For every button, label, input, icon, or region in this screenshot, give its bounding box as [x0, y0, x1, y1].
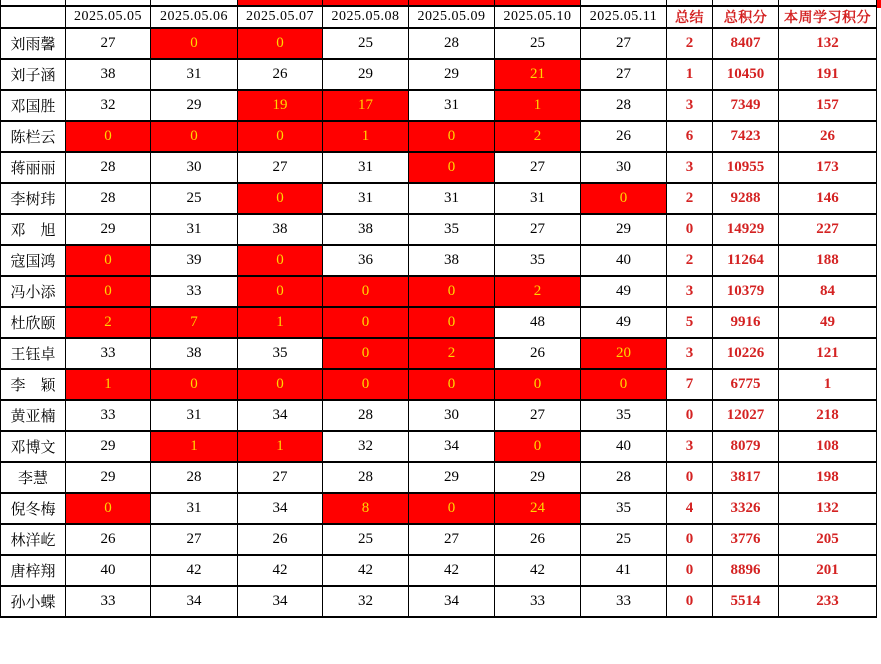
day-score-cell: 25 [323, 524, 409, 555]
day-score-cell: 19 [238, 90, 323, 121]
day-score-cell: 33 [581, 586, 667, 617]
day-score-cell: 27 [581, 59, 667, 90]
day-score-cell: 1 [495, 90, 581, 121]
day-score-cell: 0 [238, 245, 323, 276]
day-score-cell: 0 [323, 369, 409, 400]
summary-count-cell: 0 [667, 586, 713, 617]
day-score-cell: 33 [151, 276, 238, 307]
day-score-cell: 27 [409, 524, 495, 555]
day-score-cell: 29 [66, 214, 151, 245]
day-score-cell: 25 [581, 524, 667, 555]
student-name-cell: 唐梓翔 [1, 555, 66, 586]
day-score-cell: 0 [66, 121, 151, 152]
total-points-cell: 9288 [713, 183, 779, 214]
student-name-cell: 冯小添 [1, 276, 66, 307]
day-score-cell: 27 [66, 28, 151, 59]
day-score-cell: 27 [238, 462, 323, 493]
day-score-cell: 29 [495, 462, 581, 493]
day-score-cell: 31 [151, 214, 238, 245]
day-score-cell: 29 [409, 59, 495, 90]
day-score-cell: 24 [495, 493, 581, 524]
student-name-cell: 李 颖 [1, 369, 66, 400]
day-score-cell: 25 [495, 28, 581, 59]
day-score-cell: 28 [323, 400, 409, 431]
week-points-cell: 132 [779, 28, 877, 59]
day-score-cell: 0 [323, 307, 409, 338]
day-score-cell: 31 [323, 152, 409, 183]
day-score-cell: 34 [238, 586, 323, 617]
summary-count-cell: 3 [667, 338, 713, 369]
day-score-cell: 48 [495, 307, 581, 338]
student-name-cell: 李慧 [1, 462, 66, 493]
day-score-cell: 42 [495, 555, 581, 586]
day-score-cell: 0 [151, 28, 238, 59]
day-score-cell: 33 [66, 586, 151, 617]
table-row [1, 121, 877, 152]
table-row [1, 431, 877, 462]
day-score-cell: 33 [66, 400, 151, 431]
day-score-cell: 0 [151, 121, 238, 152]
day-score-cell: 26 [238, 524, 323, 555]
date-header-cell: 2025.05.10 [495, 6, 581, 28]
table-row [1, 338, 877, 369]
table-row [1, 555, 877, 586]
day-score-cell: 0 [238, 276, 323, 307]
student-name-cell: 邓 旭 [1, 214, 66, 245]
day-score-cell: 7 [151, 307, 238, 338]
day-score-cell: 42 [409, 555, 495, 586]
day-score-cell: 49 [581, 276, 667, 307]
day-score-cell: 42 [151, 555, 238, 586]
week-points-cell: 26 [779, 121, 877, 152]
cutoff-red-cell-fragment [877, 0, 881, 8]
total-points-cell: 10379 [713, 276, 779, 307]
student-name-cell: 刘雨馨 [1, 28, 66, 59]
day-score-cell: 34 [409, 431, 495, 462]
day-score-cell: 2 [495, 276, 581, 307]
total-points-cell: 12027 [713, 400, 779, 431]
header-row [1, 6, 877, 28]
summary-header-cell: 总积分 [713, 6, 779, 28]
day-score-cell: 38 [151, 338, 238, 369]
student-name-cell: 邓博文 [1, 431, 66, 462]
day-score-cell: 27 [495, 214, 581, 245]
day-score-cell: 0 [66, 245, 151, 276]
student-name-cell: 陈栏云 [1, 121, 66, 152]
day-score-cell: 17 [323, 90, 409, 121]
day-score-cell: 29 [581, 214, 667, 245]
day-score-cell: 31 [323, 183, 409, 214]
day-score-cell: 29 [66, 431, 151, 462]
day-score-cell: 35 [581, 493, 667, 524]
day-score-cell: 29 [409, 462, 495, 493]
week-points-cell: 146 [779, 183, 877, 214]
day-score-cell: 26 [495, 338, 581, 369]
summary-count-cell: 2 [667, 28, 713, 59]
day-score-cell: 27 [238, 152, 323, 183]
summary-count-cell: 0 [667, 400, 713, 431]
day-score-cell: 38 [323, 214, 409, 245]
day-score-cell: 34 [409, 586, 495, 617]
total-points-cell: 10955 [713, 152, 779, 183]
day-score-cell: 31 [151, 59, 238, 90]
total-points-cell: 3817 [713, 462, 779, 493]
day-score-cell: 0 [409, 152, 495, 183]
day-score-cell: 38 [238, 214, 323, 245]
day-score-cell: 0 [151, 369, 238, 400]
day-score-cell: 27 [581, 28, 667, 59]
week-points-cell: 227 [779, 214, 877, 245]
student-name-cell: 林洋屹 [1, 524, 66, 555]
day-score-cell: 42 [238, 555, 323, 586]
day-score-cell: 36 [323, 245, 409, 276]
day-score-cell: 0 [238, 28, 323, 59]
total-points-cell: 6775 [713, 369, 779, 400]
summary-count-cell: 0 [667, 462, 713, 493]
day-score-cell: 2 [409, 338, 495, 369]
day-score-cell: 1 [66, 369, 151, 400]
day-score-cell: 35 [495, 245, 581, 276]
corner-cell [1, 6, 66, 28]
day-score-cell: 31 [151, 493, 238, 524]
day-score-cell: 32 [66, 90, 151, 121]
day-score-cell: 0 [66, 276, 151, 307]
day-score-cell: 42 [323, 555, 409, 586]
summary-count-cell: 7 [667, 369, 713, 400]
day-score-cell: 25 [151, 183, 238, 214]
table-row [1, 276, 877, 307]
day-score-cell: 1 [238, 431, 323, 462]
total-points-cell: 11264 [713, 245, 779, 276]
day-score-cell: 25 [323, 28, 409, 59]
summary-header-cell: 总结 [667, 6, 713, 28]
day-score-cell: 0 [323, 276, 409, 307]
summary-count-cell: 6 [667, 121, 713, 152]
day-score-cell: 31 [151, 400, 238, 431]
day-score-cell: 26 [66, 524, 151, 555]
day-score-cell: 28 [581, 462, 667, 493]
total-points-cell: 8896 [713, 555, 779, 586]
student-name-cell: 杜欣颐 [1, 307, 66, 338]
table-row [1, 152, 877, 183]
table-row [1, 245, 877, 276]
total-points-cell: 3326 [713, 493, 779, 524]
table-row [1, 462, 877, 493]
day-score-cell: 32 [323, 431, 409, 462]
day-score-cell: 35 [581, 400, 667, 431]
student-name-cell: 蒋丽丽 [1, 152, 66, 183]
day-score-cell: 28 [66, 152, 151, 183]
day-score-cell: 0 [581, 369, 667, 400]
day-score-cell: 0 [238, 369, 323, 400]
total-points-cell: 5514 [713, 586, 779, 617]
day-score-cell: 38 [409, 245, 495, 276]
day-score-cell: 30 [151, 152, 238, 183]
student-name-cell: 孙小蝶 [1, 586, 66, 617]
day-score-cell: 33 [66, 338, 151, 369]
summary-count-cell: 2 [667, 245, 713, 276]
date-header-cell: 2025.05.06 [151, 6, 238, 28]
table-row [1, 524, 877, 555]
day-score-cell: 28 [409, 28, 495, 59]
day-score-cell: 31 [409, 90, 495, 121]
total-points-cell: 8079 [713, 431, 779, 462]
table-row [1, 493, 877, 524]
day-score-cell: 0 [323, 338, 409, 369]
day-score-cell: 28 [581, 90, 667, 121]
student-name-cell: 黄亚楠 [1, 400, 66, 431]
day-score-cell: 35 [238, 338, 323, 369]
week-points-cell: 201 [779, 555, 877, 586]
day-score-cell: 34 [238, 493, 323, 524]
summary-count-cell: 3 [667, 90, 713, 121]
total-points-cell: 8407 [713, 28, 779, 59]
day-score-cell: 26 [495, 524, 581, 555]
day-score-cell: 35 [409, 214, 495, 245]
day-score-cell: 31 [409, 183, 495, 214]
week-points-cell: 191 [779, 59, 877, 90]
total-points-cell: 10450 [713, 59, 779, 90]
day-score-cell: 49 [581, 307, 667, 338]
day-score-cell: 29 [323, 59, 409, 90]
day-score-cell: 41 [581, 555, 667, 586]
day-score-cell: 30 [409, 400, 495, 431]
week-points-cell: 132 [779, 493, 877, 524]
student-name-cell: 刘子涵 [1, 59, 66, 90]
day-score-cell: 27 [495, 152, 581, 183]
summary-count-cell: 3 [667, 152, 713, 183]
summary-count-cell: 0 [667, 555, 713, 586]
day-score-cell: 0 [409, 369, 495, 400]
day-score-cell: 0 [409, 493, 495, 524]
table-row [1, 214, 877, 245]
summary-header-cell: 本周学习积分 [779, 6, 877, 28]
table-row [1, 586, 877, 617]
day-score-cell: 28 [66, 183, 151, 214]
date-header-cell: 2025.05.09 [409, 6, 495, 28]
day-score-cell: 0 [409, 121, 495, 152]
summary-count-cell: 3 [667, 431, 713, 462]
day-score-cell: 0 [66, 493, 151, 524]
week-points-cell: 49 [779, 307, 877, 338]
day-score-cell: 27 [495, 400, 581, 431]
summary-count-cell: 1 [667, 59, 713, 90]
day-score-cell: 1 [238, 307, 323, 338]
summary-count-cell: 3 [667, 276, 713, 307]
student-name-cell: 寇国鸿 [1, 245, 66, 276]
week-points-cell: 173 [779, 152, 877, 183]
day-score-cell: 32 [323, 586, 409, 617]
day-score-cell: 28 [151, 462, 238, 493]
total-points-cell: 7349 [713, 90, 779, 121]
date-header-cell: 2025.05.07 [238, 6, 323, 28]
summary-count-cell: 0 [667, 214, 713, 245]
day-score-cell: 40 [581, 245, 667, 276]
day-score-cell: 30 [581, 152, 667, 183]
total-points-cell: 9916 [713, 307, 779, 338]
day-score-cell: 40 [66, 555, 151, 586]
week-points-cell: 233 [779, 586, 877, 617]
table-row [1, 307, 877, 338]
student-name-cell: 邓国胜 [1, 90, 66, 121]
table-row [1, 90, 877, 121]
student-name-cell: 倪冬梅 [1, 493, 66, 524]
week-points-cell: 218 [779, 400, 877, 431]
week-points-cell: 121 [779, 338, 877, 369]
day-score-cell: 2 [66, 307, 151, 338]
day-score-cell: 34 [151, 586, 238, 617]
table-row [1, 369, 877, 400]
day-score-cell: 26 [238, 59, 323, 90]
week-points-cell: 198 [779, 462, 877, 493]
table-row [1, 400, 877, 431]
summary-count-cell: 4 [667, 493, 713, 524]
student-name-cell: 李树玮 [1, 183, 66, 214]
day-score-cell: 33 [495, 586, 581, 617]
day-score-cell: 40 [581, 431, 667, 462]
total-points-cell: 7423 [713, 121, 779, 152]
day-score-cell: 8 [323, 493, 409, 524]
total-points-cell: 3776 [713, 524, 779, 555]
day-score-cell: 0 [495, 431, 581, 462]
week-points-cell: 84 [779, 276, 877, 307]
day-score-cell: 28 [323, 462, 409, 493]
date-header-cell: 2025.05.11 [581, 6, 667, 28]
day-score-cell: 29 [66, 462, 151, 493]
week-points-cell: 1 [779, 369, 877, 400]
week-points-cell: 157 [779, 90, 877, 121]
summary-count-cell: 2 [667, 183, 713, 214]
day-score-cell: 0 [409, 307, 495, 338]
day-score-cell: 31 [495, 183, 581, 214]
day-score-cell: 2 [495, 121, 581, 152]
day-score-cell: 20 [581, 338, 667, 369]
day-score-cell: 26 [581, 121, 667, 152]
day-score-cell: 29 [151, 90, 238, 121]
day-score-cell: 34 [238, 400, 323, 431]
day-score-cell: 0 [238, 121, 323, 152]
total-points-cell: 10226 [713, 338, 779, 369]
week-points-cell: 188 [779, 245, 877, 276]
day-score-cell: 39 [151, 245, 238, 276]
day-score-cell: 0 [409, 276, 495, 307]
day-score-cell: 1 [151, 431, 238, 462]
table-row [1, 59, 877, 90]
summary-count-cell: 0 [667, 524, 713, 555]
day-score-cell: 0 [581, 183, 667, 214]
table-row [1, 183, 877, 214]
date-header-cell: 2025.05.05 [66, 6, 151, 28]
day-score-cell: 0 [495, 369, 581, 400]
day-score-cell: 38 [66, 59, 151, 90]
day-score-cell: 27 [151, 524, 238, 555]
week-points-cell: 108 [779, 431, 877, 462]
total-points-cell: 14929 [713, 214, 779, 245]
day-score-cell: 21 [495, 59, 581, 90]
date-header-cell: 2025.05.08 [323, 6, 409, 28]
summary-count-cell: 5 [667, 307, 713, 338]
table-row [1, 28, 877, 59]
day-score-cell: 0 [238, 183, 323, 214]
day-score-cell: 1 [323, 121, 409, 152]
student-name-cell: 王钰卓 [1, 338, 66, 369]
week-points-cell: 205 [779, 524, 877, 555]
